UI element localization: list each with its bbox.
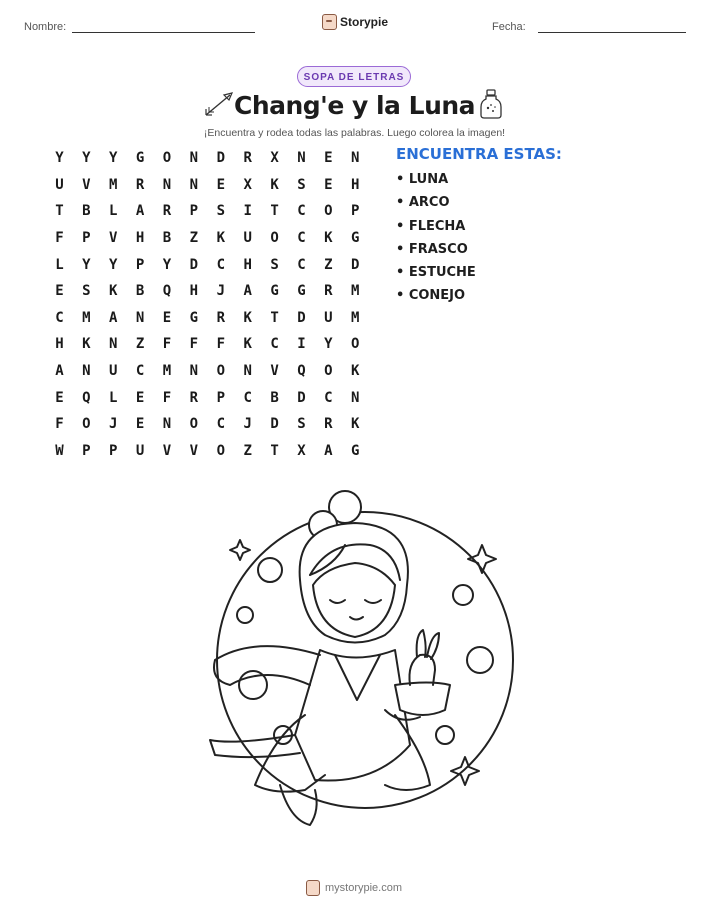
grid-letter[interactable]: C — [55, 309, 64, 326]
grid-letter[interactable]: N — [162, 176, 172, 193]
word-item: • ESTUCHE — [396, 265, 476, 281]
grid-letter[interactable]: C — [243, 389, 252, 406]
grid-letter[interactable]: P — [109, 442, 118, 459]
grid-letter[interactable]: X — [297, 442, 306, 459]
grid-letter[interactable]: N — [135, 309, 145, 326]
grid-letter[interactable]: D — [297, 309, 306, 326]
grid-letter[interactable]: Z — [324, 256, 333, 273]
grid-letter[interactable]: O — [162, 150, 172, 167]
grid-letter[interactable]: C — [297, 230, 306, 247]
grid-letter[interactable]: B — [162, 230, 172, 247]
grid-letter[interactable]: E — [324, 176, 333, 193]
grid-letter[interactable]: X — [243, 176, 252, 193]
grid-letter[interactable]: U — [55, 176, 64, 193]
grid-letter[interactable]: E — [135, 389, 145, 406]
grid-letter[interactable]: P — [82, 442, 91, 459]
grid-letter[interactable]: Q — [162, 283, 172, 300]
grid-letter[interactable]: F — [216, 336, 225, 353]
grid-letter[interactable]: Y — [55, 150, 64, 167]
grid-letter[interactable]: Y — [109, 256, 118, 273]
grid-letter[interactable]: U — [324, 309, 333, 326]
grid-letter[interactable]: L — [55, 256, 64, 273]
grid-letter[interactable]: A — [324, 442, 333, 459]
grid-letter[interactable]: D — [216, 150, 225, 167]
grid-letter[interactable]: C — [135, 363, 145, 380]
grid-letter[interactable]: R — [216, 309, 225, 326]
grid-letter[interactable]: G — [189, 309, 199, 326]
grid-letter[interactable]: H — [351, 176, 360, 193]
coloring-illustration[interactable] — [195, 485, 515, 845]
grid-letter[interactable]: A — [55, 363, 64, 380]
grid-letter[interactable]: H — [243, 256, 252, 273]
grid-letter[interactable]: J — [109, 416, 118, 433]
grid-letter[interactable]: P — [216, 389, 225, 406]
grid-letter[interactable]: K — [351, 416, 360, 433]
grid-letter[interactable]: E — [162, 309, 172, 326]
name-line[interactable] — [72, 32, 255, 33]
word-list-title: ENCUENTRA ESTAS: — [396, 145, 562, 163]
grid-letter[interactable]: F — [189, 336, 199, 353]
grid-letter[interactable]: T — [270, 442, 279, 459]
grid-letter[interactable]: G — [351, 442, 360, 459]
grid-letter[interactable]: Q — [297, 363, 306, 380]
grid-letter[interactable]: N — [351, 150, 360, 167]
footer-logo-icon — [306, 880, 320, 896]
grid-letter[interactable]: O — [324, 363, 333, 380]
grid-letter[interactable]: K — [243, 309, 252, 326]
grid-letter[interactable]: W — [55, 442, 64, 459]
grid-letter[interactable]: J — [243, 416, 252, 433]
grid-letter[interactable]: O — [351, 336, 360, 353]
grid-letter[interactable]: L — [109, 203, 118, 220]
grid-letter[interactable]: M — [351, 309, 360, 326]
grid-letter[interactable]: H — [189, 283, 199, 300]
grid-letter[interactable]: N — [162, 416, 172, 433]
grid-letter[interactable]: N — [82, 363, 91, 380]
grid-letter[interactable]: O — [270, 230, 279, 247]
grid-letter[interactable]: C — [216, 416, 225, 433]
jar-icon — [478, 88, 504, 120]
grid-letter[interactable]: E — [135, 416, 145, 433]
grid-letter[interactable]: N — [189, 363, 199, 380]
grid-letter[interactable]: X — [270, 150, 279, 167]
grid-letter[interactable]: B — [135, 283, 145, 300]
grid-letter[interactable]: P — [82, 230, 91, 247]
grid-letter[interactable]: N — [297, 150, 306, 167]
grid-letter[interactable]: B — [270, 389, 279, 406]
grid-letter[interactable]: R — [243, 150, 252, 167]
grid-letter[interactable]: C — [216, 256, 225, 273]
grid-letter[interactable]: U — [243, 230, 252, 247]
grid-letter[interactable]: R — [324, 416, 333, 433]
grid-letter[interactable]: A — [243, 283, 252, 300]
footer-url: mystorypie.com — [325, 882, 403, 894]
grid-letter[interactable]: O — [82, 416, 91, 433]
grid-letter[interactable]: U — [109, 363, 118, 380]
grid-letter[interactable]: V — [82, 176, 91, 193]
grid-letter[interactable]: P — [189, 203, 199, 220]
grid-letter[interactable]: Q — [82, 389, 91, 406]
brand-logo — [322, 14, 388, 30]
grid-letter[interactable]: C — [324, 389, 333, 406]
category-pill: SOPA DE LETRAS — [297, 66, 411, 87]
grid-letter[interactable]: I — [243, 203, 252, 220]
grid-letter[interactable]: Y — [82, 150, 91, 167]
grid-letter[interactable]: D — [189, 256, 199, 273]
grid-letter[interactable]: K — [109, 283, 118, 300]
grid-letter[interactable]: T — [55, 203, 64, 220]
grid-letter[interactable]: H — [55, 336, 64, 353]
instructions: ¡Encuentra y rodea todas las palabras. Luego colorea la imagen! — [203, 127, 506, 139]
grid-letter[interactable]: N — [189, 150, 199, 167]
grid-letter[interactable]: Z — [135, 336, 145, 353]
grid-letter[interactable]: M — [109, 176, 118, 193]
grid-letter[interactable]: N — [243, 363, 252, 380]
grid-letter[interactable]: Y — [162, 256, 172, 273]
grid-letter[interactable]: I — [297, 336, 306, 353]
grid-letter[interactable]: P — [135, 256, 145, 273]
grid-letter[interactable]: M — [82, 309, 91, 326]
grid-letter[interactable]: N — [189, 176, 199, 193]
grid-letter[interactable]: G — [135, 150, 145, 167]
word-item: • ARCO — [396, 195, 450, 211]
grid-letter[interactable]: D — [351, 256, 360, 273]
grid-letter[interactable]: T — [270, 203, 279, 220]
grid-letter[interactable]: B — [82, 203, 91, 220]
grid-letter[interactable]: F — [55, 230, 64, 247]
grid-letter[interactable]: R — [135, 176, 145, 193]
grid-letter[interactable]: N — [351, 389, 360, 406]
grid-letter[interactable]: A — [109, 309, 118, 326]
grid-letter[interactable]: O — [216, 363, 225, 380]
date-label: Fecha: — [492, 21, 526, 33]
grid-letter[interactable]: A — [135, 203, 145, 220]
grid-letter[interactable]: Y — [324, 336, 333, 353]
grid-letter[interactable]: O — [324, 203, 333, 220]
grid-letter[interactable]: N — [109, 336, 118, 353]
grid-letter[interactable]: R — [162, 203, 172, 220]
grid-letter[interactable]: C — [297, 256, 306, 273]
grid-letter[interactable]: F — [162, 336, 172, 353]
grid-letter[interactable]: E — [55, 389, 64, 406]
grid-letter[interactable]: Z — [189, 230, 199, 247]
grid-letter[interactable]: F — [55, 416, 64, 433]
grid-letter[interactable]: S — [297, 176, 306, 193]
grid-letter[interactable]: K — [82, 336, 91, 353]
grid-letter[interactable]: V — [162, 442, 172, 459]
grid-letter[interactable]: G — [297, 283, 306, 300]
brand-logo-icon — [322, 14, 337, 30]
grid-letter[interactable]: J — [216, 283, 225, 300]
grid-letter[interactable]: K — [324, 230, 333, 247]
brand-name: Storypie — [340, 15, 389, 29]
grid-letter[interactable]: Y — [82, 256, 91, 273]
grid-letter[interactable]: S — [270, 256, 279, 273]
grid-letter[interactable]: E — [55, 283, 64, 300]
name-label: Nombre: — [24, 21, 67, 33]
word-item: • FLECHA — [396, 218, 466, 234]
grid-letter[interactable]: E — [324, 150, 333, 167]
grid-letter[interactable]: E — [216, 176, 225, 193]
word-search-grid[interactable] — [46, 145, 369, 464]
grid-letter[interactable]: C — [297, 203, 306, 220]
grid-letter[interactable]: D — [297, 389, 306, 406]
grid-letter[interactable]: O — [216, 442, 225, 459]
grid-letter[interactable]: Z — [243, 442, 252, 459]
grid-letter[interactable]: O — [189, 416, 199, 433]
grid-letter[interactable]: C — [270, 336, 279, 353]
grid-letter[interactable]: M — [162, 363, 172, 380]
grid-letter[interactable]: S — [82, 283, 91, 300]
grid-letter[interactable]: K — [243, 336, 252, 353]
grid-letter[interactable]: K — [216, 230, 225, 247]
word-list — [396, 171, 476, 311]
grid-letter[interactable]: U — [135, 442, 145, 459]
grid-letter[interactable]: P — [351, 203, 360, 220]
grid-letter[interactable]: S — [216, 203, 225, 220]
grid-letter[interactable]: V — [109, 230, 118, 247]
grid-letter[interactable]: T — [270, 309, 279, 326]
page-title: Chang'e y la Luna — [233, 91, 476, 120]
word-item: • LUNA — [396, 172, 449, 187]
grid-letter[interactable]: V — [270, 363, 279, 380]
word-item: • FRASCO — [396, 241, 468, 257]
grid-letter[interactable]: R — [324, 283, 333, 300]
grid-letter[interactable]: M — [351, 283, 360, 300]
grid-letter[interactable]: F — [162, 389, 172, 406]
grid-letter[interactable]: V — [189, 442, 199, 459]
grid-letter[interactable]: S — [297, 416, 306, 433]
grid-letter[interactable]: L — [109, 389, 118, 406]
grid-letter[interactable]: H — [135, 230, 145, 247]
footer — [306, 880, 402, 896]
grid-letter[interactable]: G — [270, 283, 279, 300]
grid-letter[interactable]: R — [189, 389, 199, 406]
grid-letter[interactable]: D — [270, 416, 279, 433]
grid-letter[interactable]: Y — [109, 150, 118, 167]
grid-letter[interactable]: K — [270, 176, 279, 193]
date-line[interactable] — [538, 32, 686, 33]
word-item: • CONEJO — [396, 288, 466, 304]
grid-letter[interactable]: G — [351, 230, 360, 247]
grid-letter[interactable]: K — [351, 363, 360, 380]
